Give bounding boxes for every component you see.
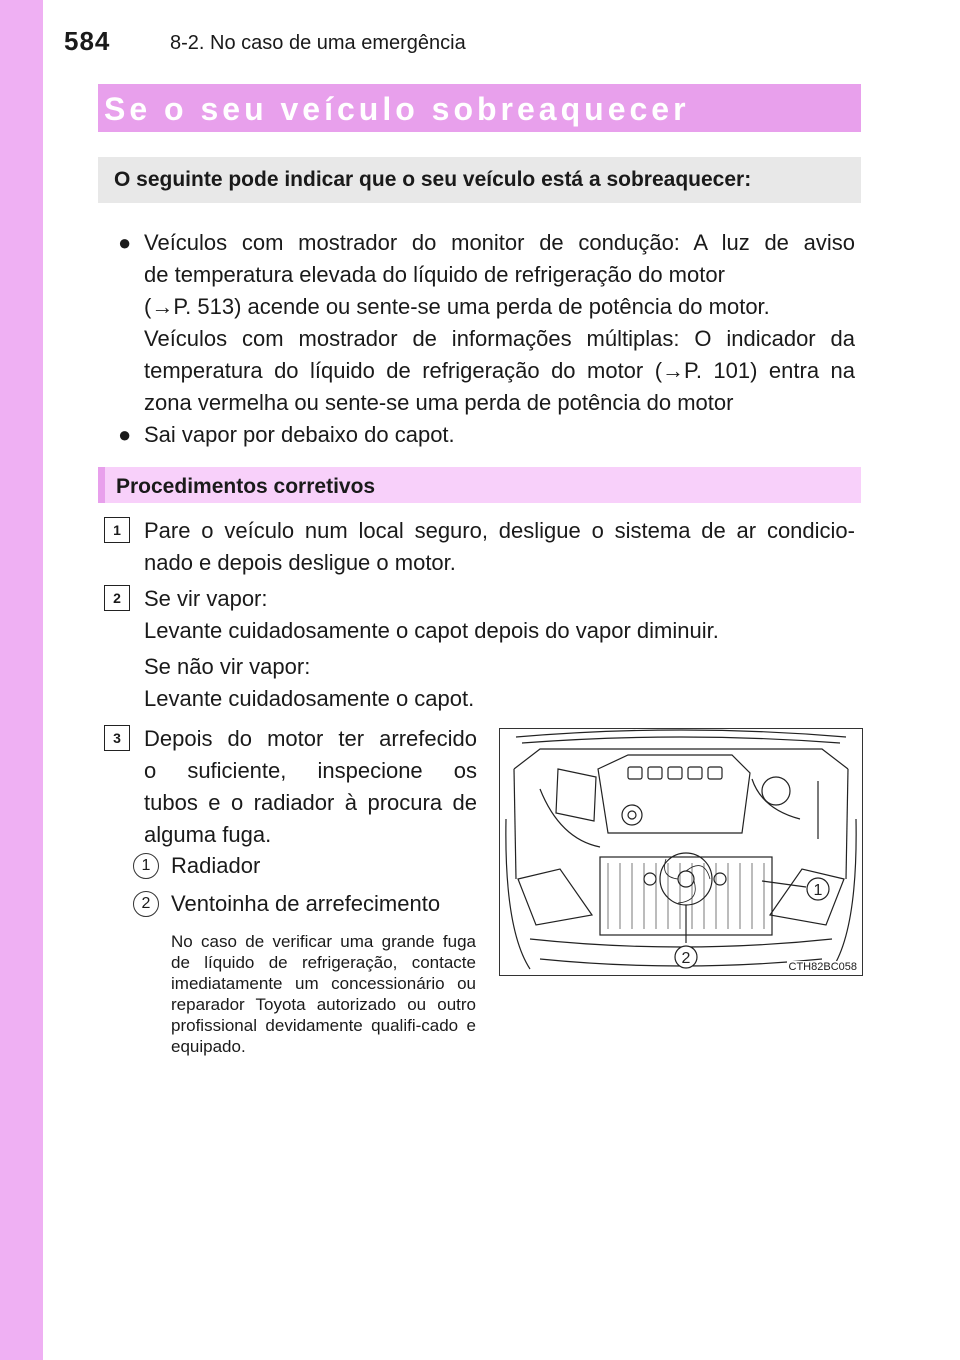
step-number: 3	[104, 725, 130, 751]
legend-number: 1	[133, 853, 159, 879]
legend-number: 2	[133, 891, 159, 917]
step-number: 1	[104, 517, 130, 543]
step-line: alguma fuga.	[144, 822, 272, 847]
bullet-line: zona vermelha ou sente-se uma perda de potência do motor	[144, 390, 734, 415]
engine-bay-drawing	[500, 729, 862, 975]
bullet-icon: ●	[118, 422, 132, 447]
bullet-line: (→P. 513) acende ou sente-se uma perda de potência do motor.	[144, 294, 770, 319]
bullet-line: Sai vapor por debaixo do capot.	[144, 422, 455, 447]
step-line: o suficiente, inspecione os	[144, 758, 477, 783]
callout-label: 2	[681, 950, 691, 967]
step-line: nado e depois desligue o motor.	[144, 550, 456, 575]
subtitle: O seguinte pode indicar que o seu veículo está a sobreaquecer:	[114, 168, 752, 191]
step-line: Se não vir vapor:	[144, 654, 311, 679]
step-line: Levante cuidadosamente o capot depois do vapor diminuir.	[144, 618, 719, 643]
step-line: Se vir vapor:	[144, 586, 268, 611]
legend-label: Radiador	[171, 853, 261, 878]
procedures-band	[98, 467, 861, 503]
section-path: 8-2. No caso de uma emergência	[170, 32, 466, 54]
side-color-bar	[0, 0, 43, 1360]
subtitle-band	[98, 157, 861, 203]
legend-label: Ventoinha de arrefecimento	[171, 891, 441, 916]
bullet-line: Veículos com mostrador de informações múltiplas: O indicador da	[144, 326, 855, 351]
bullet-line: Veículos com mostrador do monitor de condução: A luz de aviso	[144, 230, 855, 255]
callout-label: 1	[813, 882, 823, 899]
bullet-icon: ●	[118, 230, 132, 255]
step-line: Pare o veículo num local seguro, desligue o sistema de ar condicio-	[144, 518, 855, 543]
bullet-line: de temperatura elevada do líquido de refrigeração do motor	[144, 262, 725, 287]
page-number: 584	[64, 26, 111, 56]
bullet-line: temperatura do líquido de refrigeração do motor (→P. 101) entra na	[144, 358, 855, 383]
page-title: Se o seu veículo sobreaquecer	[104, 91, 690, 127]
procedures-accent	[98, 467, 105, 503]
engine-bay-illustration	[499, 728, 863, 976]
step-number: 2	[104, 585, 130, 611]
figure-code: CTH82BC058	[788, 961, 857, 973]
title-band	[98, 84, 861, 132]
step-line: Depois do motor ter arrefecido	[144, 726, 477, 751]
step-line: Levante cuidadosamente o capot.	[144, 686, 475, 711]
step-line: tubos e o radiador à procura de	[144, 790, 477, 815]
procedures-heading: Procedimentos corretivos	[116, 475, 376, 498]
note-text: No caso de verificar uma grande fuga de líquido de refrigeração, contacte imediatamente um concessionário ou reparador Toyota autorizado ou outro profissional devidamente qualifi-cado e equipado.	[171, 932, 476, 1056]
